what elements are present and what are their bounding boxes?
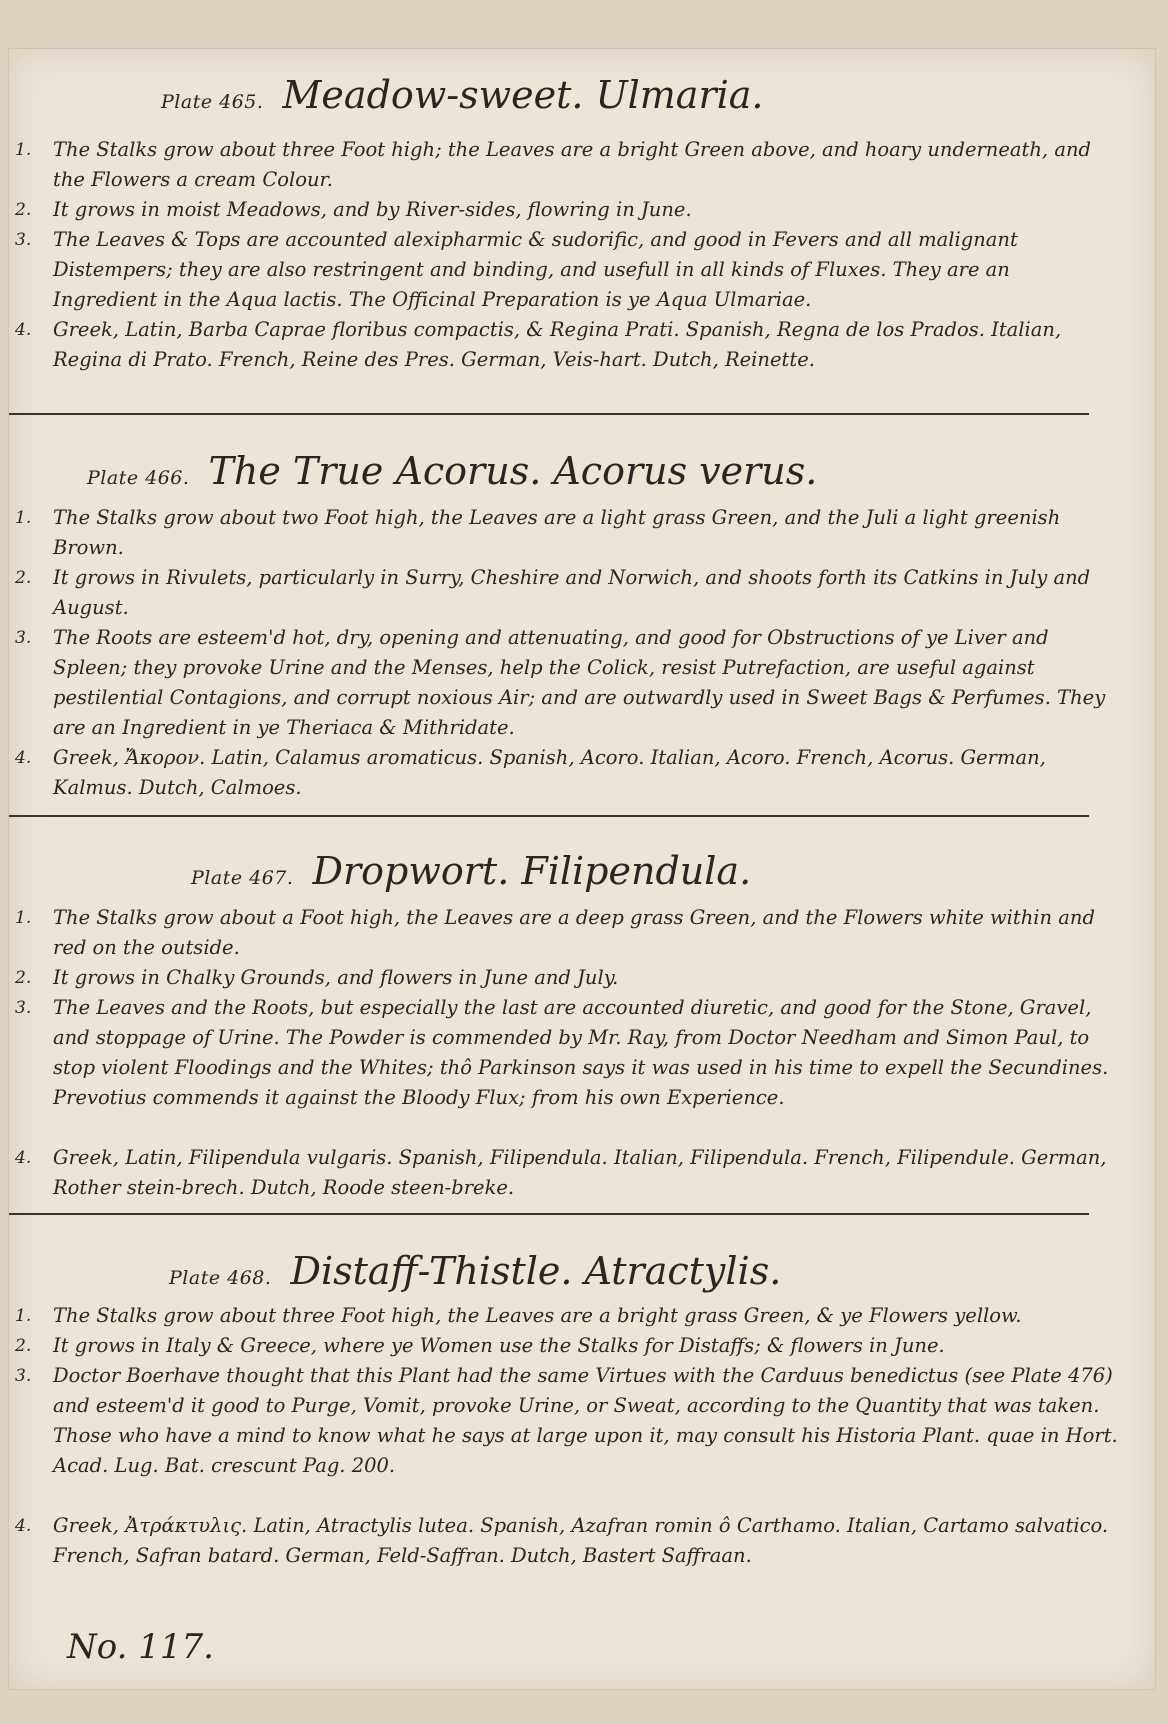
paragraph-number: 4. [15,1148,32,1168]
paragraph-text: Doctor Boerhave thought that this Plant had the same Virtues with the Carduus benedictus (see Plate 476) and esteem'd it good to Purge, Vomit, provoke Urine, or Sweat, according to the Quantity that was taken. Those who have a mind to know what he says at large upon it, may consult his Historia Plant. quae in Hort. Acad. Lug. Bat. crescunt Pag. 200. [53,1364,1118,1477]
paragraph-text: The Stalks grow about three Foot high; the Leaves are a bright Green above, and hoary underneath, and the Flowers a cream Colour. [53,138,1091,191]
page [8,48,1156,1690]
paragraph-number: 2. [15,568,32,588]
paragraph-text: It grows in Italy & Greece, where ye Women use the Stalks for Distaffs; & flowers in June. [53,1334,945,1357]
paragraph-text: Greek, Ἄκορον. Latin, Calamus aromaticus. Spanish, Acoro. Italian, Acoro. French, Acorus. German, Kalmus. Dutch, Calmoes. [53,746,1046,799]
paragraph-text: Greek, Latin, Barba Caprae floribus compactis, & Regina Prati. Spanish, Regna de los Prados. Italian, Regina di Prato. French, Reine des Pres. German, Veis-hart. Dutch, Reinette. [53,318,1062,371]
paragraph-number: 1. [15,140,32,160]
paragraph-number: 2. [15,200,32,220]
section-heading [87,449,817,493]
paragraph-text: Greek, Ἀτράκτυλις. Latin, Atractylis lutea. Spanish, Azafran romin ô Carthamo. Italian, Cartamo salvatico. French, Safran batard. German, Feld-Saffran. Dutch, Bastert Saffraan. [53,1514,1109,1567]
paragraph-text: The Stalks grow about two Foot high, the Leaves are a light grass Green, and the Juli a light greenish Brown. [53,506,1061,559]
paragraph-text: The Leaves and the Roots, but especially the last are accounted diuretic, and good for the Stone, Gravel, and stoppage of Urine. The Powder is commended by Mr. Ray, from Doctor Needham and Simon Paul, to stop violent Floodings and the Whites; thô Parkinson says it was used in his time to expell the Secundines. Prevotius commends it against the Bloody Flux; from his own Experience. [53,996,1109,1109]
paragraph-text: Greek, Latin, Filipendula vulgaris. Spanish, Filipendula. Italian, Filipendula. French, Filipendule. German, Rother stein-brech. Dutch, Roode steen-breke. [53,1146,1107,1199]
paragraph-number: 3. [15,1366,32,1386]
issue-number: No. 117. [67,1627,214,1667]
plate-number: Plate 465. [161,91,264,113]
plate-number: Plate 467. [191,867,294,889]
paragraph-number: 4. [15,1516,32,1536]
section-heading [191,849,751,893]
paragraph-text: The Stalks grow about three Foot high, the Leaves are a bright grass Green, & ye Flowers yellow. [53,1304,1022,1327]
paragraph-number: 4. [15,748,32,768]
paragraph-text: It grows in Rivulets, particularly in Surry, Cheshire and Norwich, and shoots forth its Catkins in July and August. [53,566,1091,619]
section-divider [9,413,1089,415]
plant-title: Distaff-Thistle. Atractylis. [290,1249,782,1293]
section-divider [9,1213,1089,1215]
paragraph-number: 3. [15,628,32,648]
paragraph-number: 1. [15,908,32,928]
section-heading [169,1249,781,1293]
paragraph-number: 2. [15,968,32,988]
paragraph-number: 4. [15,320,32,340]
section-heading [161,73,764,117]
plant-title: Meadow-sweet. Ulmaria. [282,73,764,117]
plant-title: The True Acorus. Acorus verus. [208,449,818,493]
paragraph-number: 2. [15,1336,32,1356]
plate-number: Plate 468. [169,1267,272,1289]
paragraph-text: The Leaves & Tops are accounted alexipharmic & sudorific, and good in Fevers and all malignant Distempers; they are also restringent and binding, and usefull in all kinds of Fluxes. They are an Ingredient in the Aqua lactis. The Officinal Preparation is ye Aqua Ulmariae. [53,228,1018,311]
section-divider [9,815,1089,817]
paragraph-text: It grows in Chalky Grounds, and flowers in June and July. [53,966,619,989]
paragraph-text: The Stalks grow about a Foot high, the Leaves are a deep grass Green, and the Flowers white within and red on the outside. [53,906,1095,959]
paragraph-number: 1. [15,508,32,528]
paragraph-number: 1. [15,1306,32,1326]
paragraph-number: 3. [15,998,32,1018]
paragraph-text: The Roots are esteem'd hot, dry, opening and attenuating, and good for Obstructions of ye Liver and Spleen; they provoke Urine and the Menses, help the Colick, resist Putrefaction, are useful against pestilential Contagions, and corrupt noxious Air; and are outwardly used in Sweet Bags & Perfumes. They are an Ingredient in ye Theriaca & Mithridate. [53,626,1106,739]
plate-number: Plate 466. [87,467,190,489]
plant-title: Dropwort. Filipendula. [312,849,752,893]
paragraph-number: 3. [15,230,32,250]
paragraph-text: It grows in moist Meadows, and by River-sides, flowring in June. [53,198,692,221]
